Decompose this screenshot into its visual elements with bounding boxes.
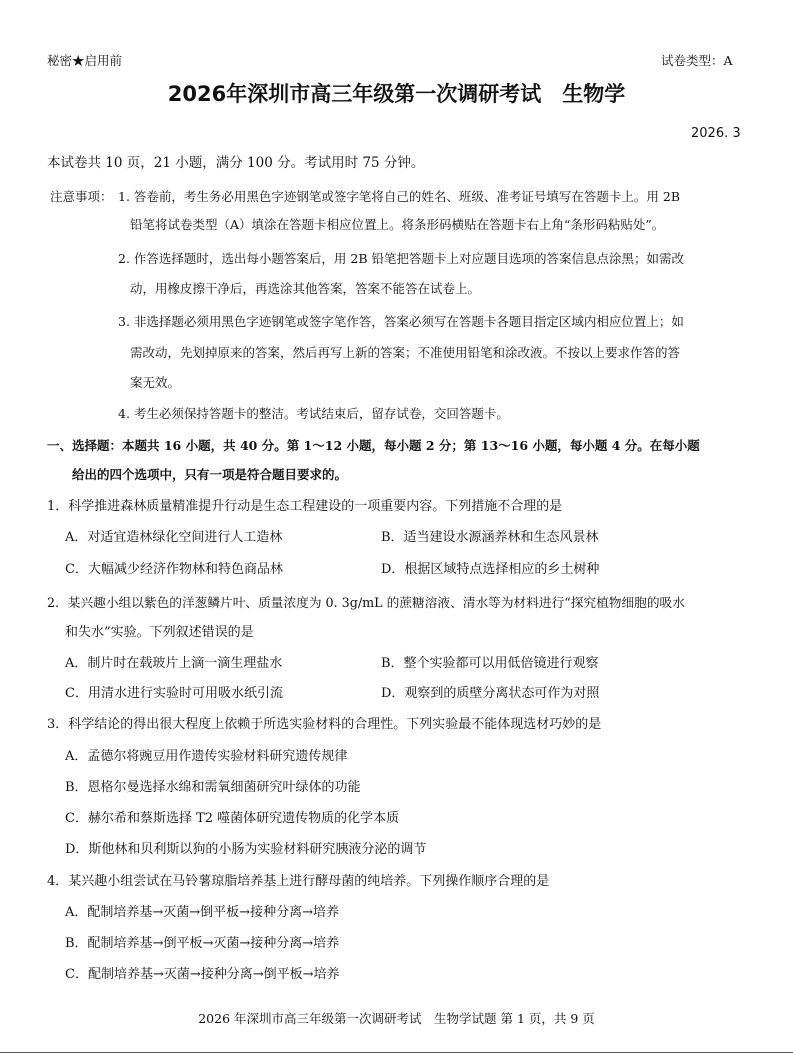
page-title: 2026年深圳市高三年级第一次调研考试 生物学	[167, 82, 626, 106]
question-2-option-c: C．用清水进行实验时可用吸水纸引流	[65, 686, 283, 701]
secret-mark: 秘密★启用前	[47, 53, 123, 68]
question-4-stem: 4．某兴趣小组尝试在马铃薯琼脂培养基上进行酵母菌的纯培养。下列操作顺序合理的是	[47, 874, 550, 889]
question-3-option-a: A．孟德尔将豌豆用作遗传实验材料研究遗传规律	[65, 749, 348, 764]
question-1-stem: 1．科学推进森林质量精准提升行动是生态工程建设的一项重要内容。下列措施不合理的是	[47, 499, 563, 514]
note-3-line-1: 3. 非选择题必须用黑色字迹钢笔或签字笔作答，答案必须写在答题卡各题目指定区域内相应位置上；如	[118, 314, 684, 329]
note-1-line-2: 铅笔将试卷类型（A）填涂在答题卡相应位置上。将条形码横贴在答题卡右上角“条形码粘贴处”。	[130, 217, 665, 232]
exam-intro: 本试卷共 10 页，21 小题，满分 100 分。考试用时 75 分钟。	[47, 155, 425, 171]
note-1-line-1: 1. 答卷前，考生务必用黑色字迹钢笔或签字笔将自己的姓名、班级、准考证号填写在答题卡上。用 2B	[118, 189, 681, 204]
notes-label: 注意事项：	[50, 189, 113, 204]
question-3-option-b: B．恩格尔曼选择水绵和需氧细菌研究叶绿体的功能	[65, 780, 361, 795]
note-2-line-2: 动，用橡皮擦干净后，再选涂其他答案，答案不能答在试卷上。	[130, 281, 481, 296]
section-1-heading-line-2: 给出的四个选项中，只有一项是符合题目要求的。	[72, 467, 348, 482]
footer-divider	[0, 1052, 793, 1053]
question-4-option-c: C．配制培养基→灭菌→接种分离→倒平板→培养	[65, 967, 340, 982]
question-3-option-c: C．赫尔希和蔡斯选择 T2 噬菌体研究遗传物质的化学本质	[65, 811, 400, 826]
question-1-option-b: B．适当建设水源涵养林和生态风景林	[381, 530, 599, 545]
question-2-stem-line-2: 和失水”实验。下列叙述错误的是	[65, 625, 254, 640]
note-2-line-1: 2. 作答选择题时，选出每小题答案后，用 2B 铅笔把答题卡上对应题目选项的答案信息点涂黑；如需改	[118, 251, 684, 266]
question-1-option-d: D．根据区域特点选择相应的乡土树种	[381, 562, 600, 577]
question-3-stem: 3．科学结论的得出很大程度上依赖于所选实验材料的合理性。下列实验最不能体现选材巧妙的是	[47, 717, 602, 732]
question-2-option-a: A．制片时在载玻片上滴一滴生理盐水	[65, 656, 283, 671]
question-2-stem-line-1: 2．某兴趣小组以紫色的洋葱鳞片叶、质量浓度为 0. 3g/mL 的蔗糖溶液、清水等为材料进行“探究植物细胞的吸水	[47, 595, 685, 610]
question-4-option-a: A．配制培养基→灭菌→倒平板→接种分离→培养	[65, 905, 339, 920]
note-3-line-3: 案无效。	[130, 375, 181, 390]
section-1-heading-line-1: 一、选择题：本题共 16 小题，共 40 分。第 1～12 小题，每小题 2 分；第 13～16 小题，每小题 4 分。在每小题	[47, 438, 700, 453]
question-4-option-b: B．配制培养基→倒平板→灭菌→接种分离→培养	[65, 936, 340, 951]
paper-type: 试卷类型：A	[661, 53, 733, 68]
question-2-option-b: B．整个实验都可以用低倍镜进行观察	[381, 656, 599, 671]
page-footer: 2026 年深圳市高三年级第一次调研考试 生物学试题 第 1 页，共 9 页	[198, 1011, 595, 1026]
exam-date: 2026. 3	[691, 126, 741, 141]
question-1-option-c: C．大幅减少经济作物林和特色商品林	[65, 562, 283, 577]
note-4-line-1: 4. 考生必须保持答题卡的整洁。考试结束后，留存试卷，交回答题卡。	[118, 406, 509, 421]
question-1-option-a: A．对适宜造林绿化空间进行人工造林	[65, 530, 283, 545]
question-2-option-d: D．观察到的质壁分离状态可作为对照	[381, 686, 600, 701]
note-3-line-2: 需改动，先划掉原来的答案，然后再写上新的答案；不准使用铅笔和涂改液。不按以上要求作答的答	[130, 345, 681, 360]
question-3-option-d: D．斯他林和贝利斯以狗的小肠为实验材料研究胰液分泌的调节	[65, 842, 427, 857]
